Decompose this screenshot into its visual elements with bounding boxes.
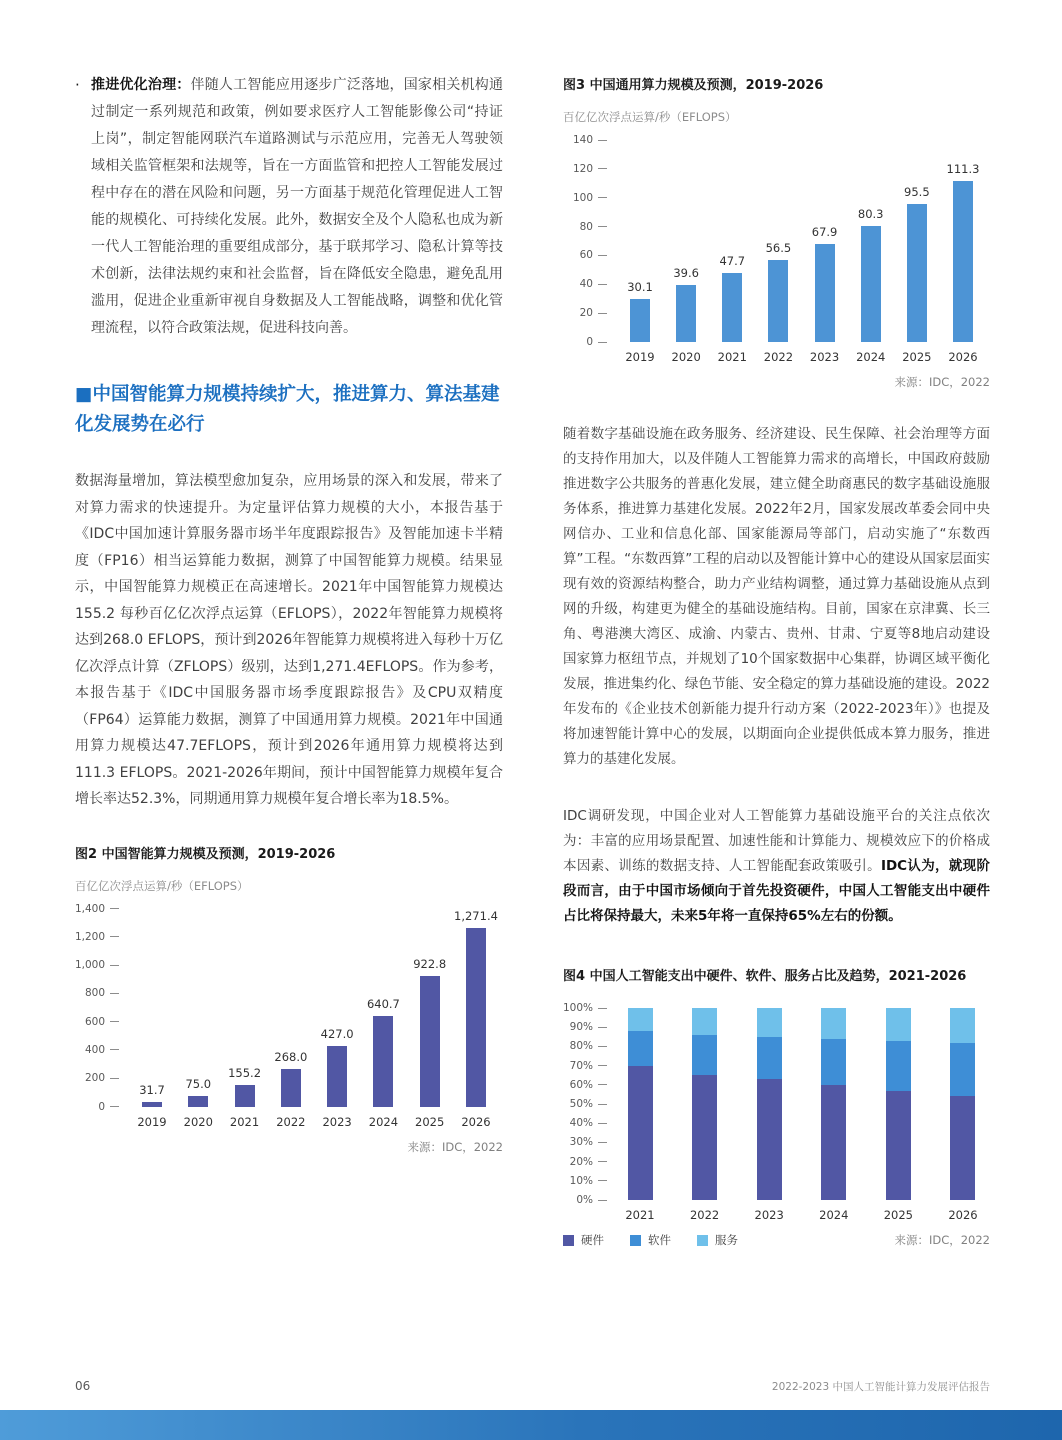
y-axis-tick-label: 80 [579, 220, 593, 233]
x-axis-label: 2026 [461, 1114, 491, 1129]
y-axis-tick-label: 400 [84, 1043, 105, 1056]
figure-4-y-axis [562, 1002, 607, 1206]
bar-segment-软件 [950, 1043, 975, 1097]
y-axis-tick-label: 100% [562, 1002, 593, 1014]
bar-group [617, 1008, 663, 1222]
y-axis-tick-label: 60 [579, 249, 593, 262]
y-axis-tick-mark [598, 1084, 607, 1085]
figure-2-plot [74, 902, 503, 1129]
y-axis-tick [75, 1016, 119, 1028]
legend-swatch [563, 1235, 574, 1246]
bar-value-label: 39.6 [673, 265, 699, 280]
y-axis-tick-label: 0 [98, 1100, 105, 1113]
y-axis-tick-label: 10% [569, 1174, 593, 1187]
bar-group [314, 909, 360, 1129]
y-axis-tick [563, 1175, 607, 1187]
bar-segment-硬件 [886, 1091, 911, 1200]
left-column [75, 72, 503, 1248]
bar-group [746, 1008, 792, 1222]
bullet-marker: · [75, 76, 80, 94]
y-axis-tick-mark [598, 284, 607, 285]
figure-4-footer [563, 1232, 990, 1248]
bar-value-label: 1,271.4 [454, 908, 498, 923]
y-axis-tick [563, 336, 607, 348]
report-title: 2022-2023 中国人工智能计算力发展评估报告 [771, 1381, 990, 1393]
bar-group [663, 140, 709, 364]
x-axis-label: 2022 [276, 1114, 306, 1129]
y-axis-tick-mark [598, 168, 607, 169]
bar-value-label: 155.2 [228, 1065, 262, 1080]
bar-value-label: 640.7 [366, 996, 400, 1011]
bar-group [129, 909, 175, 1129]
figure-4-plot-area [607, 1008, 990, 1222]
bar [861, 226, 881, 342]
right-paragraph-2 [563, 804, 990, 929]
y-axis-tick-label: 40 [579, 278, 593, 291]
bar [142, 1102, 162, 1106]
figure-4-legend [563, 1232, 738, 1248]
bullet-item-governance [75, 72, 503, 342]
bar [420, 976, 440, 1107]
figure-2-unit-label: 百亿亿次浮点运算/秒（EFLOPS） [75, 878, 249, 893]
y-axis-tick [563, 1021, 607, 1033]
y-axis-tick [563, 1136, 607, 1148]
left-body-paragraph: 数据海量增加，算法模型愈加复杂，应用场景的深入和发展，带来了对算力需求的快速提升。为定量评估算力规模的大小，本报告基于《IDC中国加速计算服务器市场半年度跟踪报告》及智能加速卡半精度（FP16）相当运算能力数据，测算了中国智能算力规模。结果显示，中国智能算力规模正在高速增长。2021年中国智能算力规模达155.2 每秒百亿亿次浮点运算（EFLOPS），2022年智能算力规模将达到268.0 EFLOPS，预计到2026年智能算力规模将进入每秒十万亿亿次浮点计算（ZFLOPS）级别，达到1,271.4EFLOPS。作为参考，本报告基于《IDC中国服务器市场季度跟踪报告》及CPU双精度（FP64）运算能力数据，测算了中国通用算力规模。2021年中国通用算力规模达47.7EFLOPS，预计到2026年通用算力规模将达到111.3 EFLOPS。2021-2026年期间，预计中国智能算力规模年复合增长率达52.3%，同期通用算力规模年复合增长率为18.5%。 [75, 473, 503, 807]
y-axis-tick-label: 80% [569, 1040, 593, 1053]
y-axis-tick-mark [110, 936, 119, 937]
y-axis-tick-mark [598, 1008, 607, 1009]
bar-segment-硬件 [821, 1085, 846, 1200]
x-axis-label: 2024 [856, 350, 886, 364]
bar-segment-服务 [950, 1008, 975, 1043]
bar-value-label: 67.9 [811, 225, 838, 240]
bar-segment-软件 [821, 1039, 846, 1085]
y-axis-tick [75, 1101, 119, 1113]
y-axis-tick [563, 1156, 607, 1168]
bar [953, 181, 973, 342]
bar-group [222, 909, 268, 1129]
y-axis-tick-label: 20 [579, 307, 593, 320]
y-axis-tick-mark [598, 197, 607, 198]
bar [815, 244, 835, 342]
y-axis-tick-label: 50% [569, 1098, 593, 1110]
bar [768, 260, 788, 342]
bar-segment-硬件 [628, 1066, 653, 1200]
y-axis-tick-mark [598, 1104, 607, 1105]
y-axis-tick-label: 1,000 [74, 959, 105, 972]
y-axis-tick [563, 1002, 607, 1014]
bar-segment-服务 [628, 1008, 653, 1031]
bar-group [811, 1008, 857, 1222]
bar-value-label: 75.0 [185, 1076, 212, 1091]
y-axis-tick-label: 20% [569, 1155, 593, 1168]
x-axis-label: 2024 [368, 1114, 399, 1129]
legend-label: 软件 [648, 1233, 671, 1247]
figure-2-chart [75, 843, 503, 1155]
page-number: 06 [75, 1379, 91, 1393]
y-axis-tick-mark [598, 1027, 607, 1028]
y-axis-tick-mark [110, 993, 119, 994]
figure-3-y-axis [563, 134, 607, 348]
figure-4-title: 图4 中国人工智能支出中硬件、软件、服务占比及趋势，2021-2026 [563, 969, 967, 984]
y-axis-tick-mark [110, 1106, 119, 1107]
y-axis-tick [563, 221, 607, 233]
figure-2-plot-area [119, 908, 503, 1129]
bar-group [755, 140, 801, 364]
y-axis-tick [75, 1072, 119, 1084]
figure-4-plot [562, 1002, 990, 1222]
bar-group [175, 909, 221, 1129]
y-axis-tick-mark [598, 1046, 607, 1047]
y-axis-tick-mark [598, 1142, 607, 1143]
bar-group [802, 140, 848, 364]
x-axis-label: 2025 [883, 1208, 914, 1222]
y-axis-tick [563, 1060, 607, 1072]
y-axis-tick-label: 60% [569, 1078, 593, 1091]
bar-value-label: 56.5 [765, 241, 792, 256]
figure-3-footer [563, 374, 990, 390]
bar-group [682, 1008, 728, 1222]
bar-group [360, 909, 406, 1129]
page-footer [75, 1379, 990, 1394]
x-axis-label: 2019 [625, 350, 655, 364]
footer-accent-bar [0, 1410, 1062, 1440]
right-column [563, 72, 990, 1248]
right-paragraph-2-bold: IDC认为，就现阶段而言，由于中国市场倾向于首先投资硬件，中国人工智能支出中硬件占比将保持最大，未来5年将一直保持65%左右的份额。 [563, 858, 991, 924]
x-axis-label: 2020 [671, 350, 701, 364]
y-axis-tick-label: 200 [84, 1072, 105, 1085]
bar [281, 1069, 301, 1107]
bar [630, 299, 650, 342]
bar-group [848, 140, 894, 364]
x-axis-label: 2026 [948, 350, 978, 364]
figure-4-source: 来源：IDC，2022 [894, 1233, 990, 1247]
y-axis-tick-label: 70% [569, 1059, 593, 1072]
y-axis-tick-label: 0 [586, 336, 593, 348]
bar-value-label: 47.7 [719, 254, 746, 269]
y-axis-tick [563, 1079, 607, 1091]
legend-swatch [630, 1235, 641, 1246]
x-axis-label: 2025 [415, 1114, 445, 1129]
legend-label: 硬件 [581, 1233, 604, 1247]
y-axis-tick [563, 1117, 607, 1129]
bar [327, 1046, 347, 1106]
bar-segment-硬件 [692, 1075, 717, 1200]
bar-segment-硬件 [757, 1079, 782, 1200]
bar-value-label: 111.3 [946, 162, 980, 177]
legend-swatch [697, 1235, 708, 1246]
bar [907, 204, 927, 342]
y-axis-tick [75, 903, 119, 915]
y-axis-tick [563, 1194, 607, 1206]
y-axis-tick [563, 1098, 607, 1110]
bar [722, 273, 742, 342]
y-axis-tick-mark [598, 255, 607, 256]
figure-2-title: 图2 中国智能算力规模及预测，2019-2026 [75, 846, 336, 862]
right-paragraph-2-lead: IDC调研发现，中国企业对人工智能算力基础设施平台的关注点依次为：丰富的应用场景配置、加速性能和计算能力、规模效应下的价格成本因素、训练的数据支持、人工智能配套政策吸引。 [563, 808, 990, 874]
figure-2-footer [75, 1139, 503, 1155]
y-axis-tick-label: 100 [572, 191, 593, 204]
y-axis-tick-mark [110, 965, 119, 966]
y-axis-tick [563, 307, 607, 319]
x-axis-label: 2022 [763, 350, 794, 364]
bar-value-label: 95.5 [904, 185, 930, 200]
y-axis-tick-label: 40% [569, 1117, 593, 1130]
bar-segment-服务 [692, 1008, 717, 1035]
figure-2-source: 来源：IDC，2022 [407, 1139, 503, 1154]
bar [373, 1016, 393, 1107]
y-axis-tick-label: 800 [84, 987, 105, 1000]
y-axis-tick-mark [598, 226, 607, 227]
bar-segment-硬件 [950, 1096, 975, 1200]
bar-group [875, 1008, 921, 1222]
y-axis-tick [563, 249, 607, 261]
y-axis-tick-mark [598, 313, 607, 314]
bar-group [407, 909, 453, 1129]
y-axis-tick-mark [598, 1123, 607, 1124]
bar-group [940, 1008, 986, 1222]
bar-group [709, 140, 755, 364]
bar [188, 1096, 208, 1107]
bullet-lead-bold: 推进优化治理： [91, 77, 191, 93]
y-axis-tick-mark [598, 140, 607, 141]
bar-segment-软件 [757, 1037, 782, 1079]
x-axis-label: 2026 [948, 1208, 978, 1222]
x-axis-label: 2019 [137, 1114, 167, 1129]
bar-segment-服务 [886, 1008, 911, 1041]
legend-item [630, 1232, 671, 1248]
figure-3-plot [563, 134, 990, 364]
figure-2-y-axis [74, 902, 119, 1113]
bar-segment-服务 [757, 1008, 782, 1037]
bar-group [453, 908, 499, 1129]
y-axis-tick-mark [110, 1078, 119, 1079]
figure-3-title: 图3 中国通用算力规模及预测，2019-2026 [563, 78, 824, 93]
bar-group [940, 140, 986, 364]
bar-value-label: 80.3 [857, 207, 884, 222]
section-heading: ■中国智能算力规模持续扩大，推进算力、算法基建化发展势在必行 [75, 384, 500, 435]
y-axis-tick-label: 120 [572, 162, 593, 175]
y-axis-tick-mark [598, 1180, 607, 1181]
y-axis-tick [563, 163, 607, 175]
y-axis-tick [75, 987, 119, 999]
bar-value-label: 31.7 [139, 1083, 165, 1098]
y-axis-tick-label: 0% [576, 1194, 593, 1206]
y-axis-tick-label: 90% [569, 1021, 593, 1034]
x-axis-label: 2025 [902, 350, 932, 364]
x-axis-label: 2021 [625, 1208, 655, 1222]
x-axis-label: 2023 [809, 350, 840, 364]
bar-group [894, 140, 940, 364]
bar-group [617, 140, 663, 364]
x-axis-label: 2023 [322, 1114, 352, 1129]
bar-value-label: 922.8 [413, 957, 447, 971]
y-axis-tick-label: 1,400 [74, 902, 105, 915]
bar [466, 928, 486, 1107]
figure-3-plot-area [607, 140, 990, 364]
bar-segment-软件 [886, 1041, 911, 1091]
bullet-paragraph [91, 72, 503, 342]
right-paragraph-1: 随着数字基础设施在政务服务、经济建设、民生保障、社会治理等方面的支持作用加大，以及伴随人工智能算力需求的高增长，中国政府鼓励推进数字公共服务的普惠化发展，建立健全助商惠民的数字基础设施服务体系，推进算力基建化发展。2022年2月，国家发展改革委会同中央网信办、工业和信息化部、国家能源局等部门，启动实施了“东数西算”工程。“东数西算”工程的启动以及智能计算中心的建设从国家层面实现有效的资源结构整合，助力产业结构调整，通过算力基础设施从点到网的升级，构建更为健全的基础设施结构。目前，国家在京津冀、长三角、粤港澳大湾区、成渝、内蒙古、贵州、甘肃、宁夏等8地启动建设国家算力枢纽节点，并规划了10个国家数据中心集群，协调区域平衡化发展，推进集约化、绿色节能、安全稳定的算力基础设施的建设。2022年发布的《企业技术创新能力提升行动方案（2022-2023年）》也提及将加速智能计算中心的发展，以期面向企业提供低成本算力服务，推进算力的基建化发展。 [563, 426, 990, 767]
bar-segment-服务 [821, 1008, 846, 1039]
bar [235, 1085, 255, 1107]
figure-3-chart [563, 74, 990, 390]
y-axis-tick-mark [110, 1049, 119, 1050]
bar-value-label: 427.0 [320, 1027, 354, 1042]
bar-value-label: 30.1 [627, 279, 653, 294]
y-axis-tick-mark [110, 1021, 119, 1022]
bar [676, 285, 696, 342]
x-axis-label: 2024 [819, 1208, 849, 1222]
y-axis-tick-label: 1,200 [74, 930, 105, 943]
y-axis-tick [563, 278, 607, 290]
y-axis-tick-mark [598, 1200, 607, 1201]
figure-3-source: 来源：IDC，2022 [894, 375, 990, 389]
y-axis-tick-mark [110, 908, 119, 909]
y-axis-tick [75, 931, 119, 943]
y-axis-tick-label: 140 [572, 134, 593, 146]
y-axis-tick-label: 30% [569, 1136, 593, 1149]
x-axis-label: 2021 [229, 1114, 260, 1129]
y-axis-tick [563, 1040, 607, 1052]
x-axis-label: 2022 [689, 1208, 720, 1222]
legend-item [697, 1232, 738, 1248]
x-axis-label: 2020 [183, 1114, 213, 1129]
bar-value-label: 268.0 [274, 1049, 308, 1064]
bar-group [268, 909, 314, 1129]
y-axis-tick-mark [598, 342, 607, 343]
bullet-body-text: 伴随人工智能应用逐步广泛落地，国家相关机构通过制定一系列规范和政策，例如要求医疗人工智能影像公司“持证上岗”，制定智能网联汽车道路测试与示范应用，完善无人驾驶领域相关监管框架和法规等，旨在一方面监管和把控人工智能发展过程中存在的潜在风险和问题，另一方面基于规范化管理促进人工智能的规模化、可持续化发展。此外，数据安全及个人隐私也成为新一代人工智能治理的重要组成部分，基于联邦学习、隐私计算等技术创新，法律法规约束和社会监督，旨在降低安全隐患，避免乱用滥用，促进企业重新审视自身数据及人工智能战略，调整和优化管理流程，以符合政策法规，促进科技向善。 [91, 77, 503, 336]
x-axis-label: 2023 [754, 1208, 784, 1222]
figure-3-unit-label: 百亿亿次浮点运算/秒（EFLOPS） [563, 110, 737, 124]
y-axis-tick-mark [598, 1161, 607, 1162]
y-axis-tick-mark [598, 1065, 607, 1066]
y-axis-tick [563, 192, 607, 204]
x-axis-label: 2021 [717, 350, 747, 364]
bar-segment-软件 [628, 1031, 653, 1066]
y-axis-tick [75, 959, 119, 971]
legend-label: 服务 [715, 1233, 738, 1247]
y-axis-tick-label: 600 [84, 1015, 105, 1028]
bar-segment-软件 [692, 1035, 717, 1075]
y-axis-tick [75, 1044, 119, 1056]
legend-item [563, 1232, 604, 1248]
figure-4-chart [563, 965, 990, 1248]
y-axis-tick [563, 134, 607, 146]
